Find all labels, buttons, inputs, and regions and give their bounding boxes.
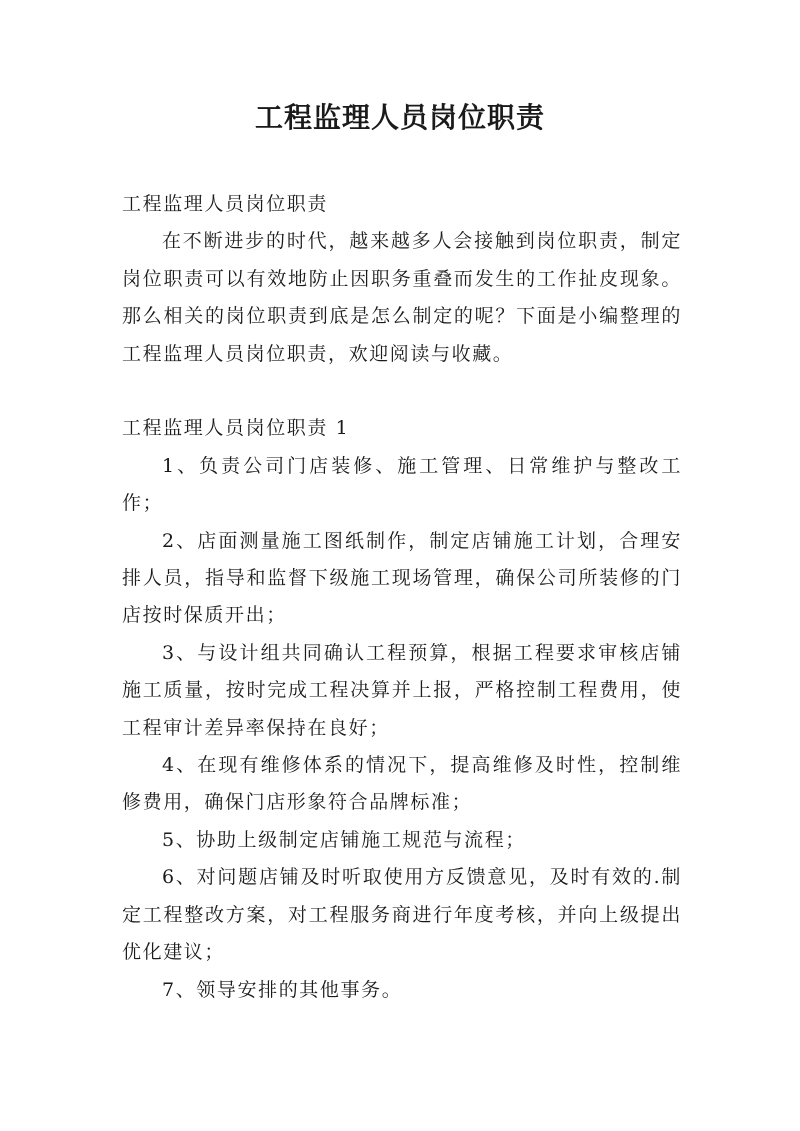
duty-item-7: 7、领导安排的其他事务。 [162, 978, 403, 1001]
document-title: 工程监理人员岗位职责 [254, 101, 545, 134]
duty-item-4: 4、在现有维修体系的情况下，提高维修及时性，控制维修费用，确保门店形象符合品牌标准； [122, 754, 682, 814]
intro-heading: 工程监理人员岗位职责 [122, 193, 329, 215]
document-body [122, 186, 682, 1009]
duty-item-2: 2、店面测量施工图纸制作，制定店铺施工计划，合理安排人员，指导和监督下级施工现场管理，确保公司所装修的门店按时保质开出； [122, 529, 682, 627]
section1-heading: 工程监理人员岗位职责 1 [122, 417, 350, 440]
duty-item-6: 6、对问题店铺及时听取使用方反馈意见，及时有效的.制定工程整改方案，对工程服务商进行年度考核，并向上级提出优化建议； [122, 866, 682, 964]
intro-paragraph: 在不断进步的时代，越来越多人会接触到岗位职责，制定岗位职责可以有效地防止因职务重叠而发生的工作扯皮现象。那么相关的岗位职责到底是怎么制定的呢？下面是小编整理的工程监理人员岗位职责，欢迎阅读与收藏。 [122, 230, 682, 365]
duty-item-1: 1、负责公司门店装修、施工管理、日常维护与整改工作； [122, 454, 682, 515]
duty-item-3: 3、与设计组共同确认工程预算，根据工程要求审核店铺施工质量，按时完成工程决算并上报，严格控制工程费用，使工程审计差异率保持在良好； [122, 641, 682, 739]
duty-item-5: 5、协助上级制定店铺施工规范与流程； [162, 828, 526, 851]
section-spacer [122, 373, 682, 410]
